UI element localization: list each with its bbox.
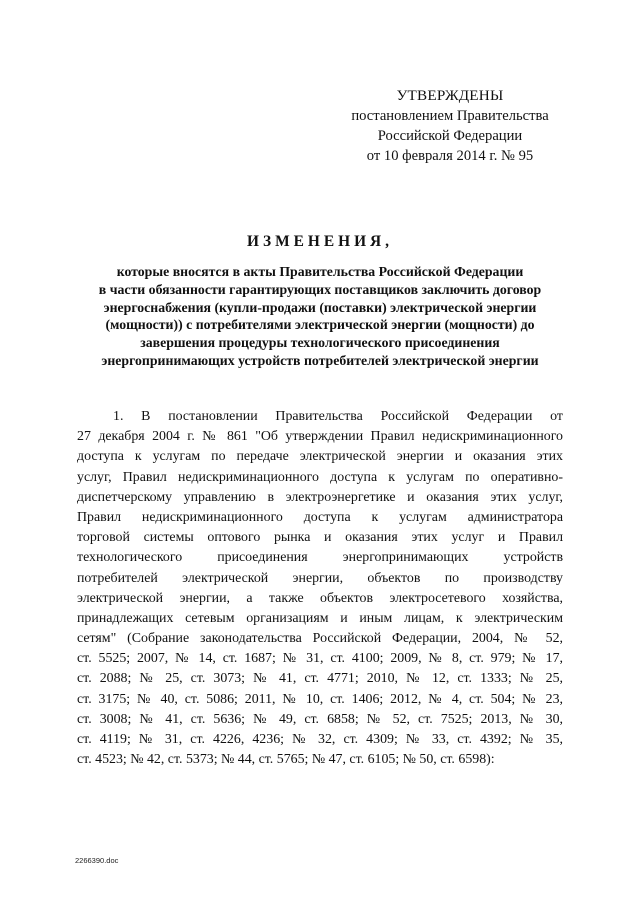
body-paragraph [77,407,563,770]
body-line: ст. 3008; № 41, ст. 5636; № 49, ст. 6858; № 52, ст. 7525; 2013, № 30, [77,711,563,727]
body-line: торговой системы оптового рынка и оказания этих услуг и Правил [77,530,563,546]
document-subtitle [60,263,580,370]
document-title: ИЗМЕНЕНИЯ, [246,233,394,250]
body-line: электрической энергии, а также объектов электросетевого хозяйства, [77,590,563,606]
body-line: ст. 5525; 2007, № 14, ст. 1687; № 31, ст. 4100; 2009, № 8, ст. 979; № 17, [77,651,563,667]
body-line: принадлежащих сетевым организациям и иным лицам, к электрическим [77,610,563,626]
approval-heading: УТВЕРЖДЕНЫ [396,87,504,104]
body-line: технологического присоединения энергопринимающих устройств [77,550,563,566]
body-line: Правил недискриминационного доступа к услугам администратора [77,509,563,525]
body-line: услуг, Правил недискриминационного доступа к услугам по оперативно- [77,469,563,485]
file-reference: 2266390.doc [75,856,119,865]
subtitle-line: энергоснабжения (купли-продажи (поставки) электрической энергии [103,299,537,315]
subtitle-line: энергопринимающих устройств потребителей электрической энергии [101,352,539,368]
body-line: ст. 4523; № 42, ст. 5373; № 44, ст. 5765; № 47, ст. 6105; № 50, ст. 6598): [77,752,495,768]
body-line: ст. 2088; № 25, ст. 3073; № 41, ст. 4771; 2010, № 12, ст. 1333; № 25, [77,671,563,687]
subtitle-line: завершения процедуры технологического присоединения [140,335,500,351]
body-line: потребителей электрической энергии, объектов по производству [77,570,563,586]
body-line: 1. В постановлении Правительства Российской Федерации от [113,409,563,424]
subtitle-line: в части обязанности гарантирующих поставщиков заключить договор [98,281,542,297]
subtitle-line: которые вносятся в акты Правительства Российской Федерации [116,264,524,279]
body-line: доступа к услугам по передаче электрической энергии и оказания этих [77,449,563,465]
body-line: диспетчерскому управлению в электроэнергетике и оказания этих услуг, [77,489,563,505]
subtitle-line: (мощности)) с потребителями электрической энергии (мощности) до [105,317,535,333]
body-line: сетям" (Собрание законодательства Российской Федерации, 2004, № 52, [77,631,563,647]
approval-line-2: Российской Федерации [377,128,523,144]
approval-line-3: от 10 февраля 2014 г. № 95 [366,148,534,164]
body-line: ст. 3175; № 40, ст. 5086; 2011, № 10, ст. 1406; 2012, № 4, ст. 504; № 23, [77,691,563,707]
approval-line-1: постановлением Правительства [351,108,549,124]
body-line: ст. 4119; № 31, ст. 4226, 4236; № 32, ст. 4309; № 33, ст. 4392; № 35, [77,732,563,747]
approval-block [340,86,560,166]
body-line: 27 декабря 2004 г. № 861 "Об утверждении Правил недискриминационного [77,429,563,445]
